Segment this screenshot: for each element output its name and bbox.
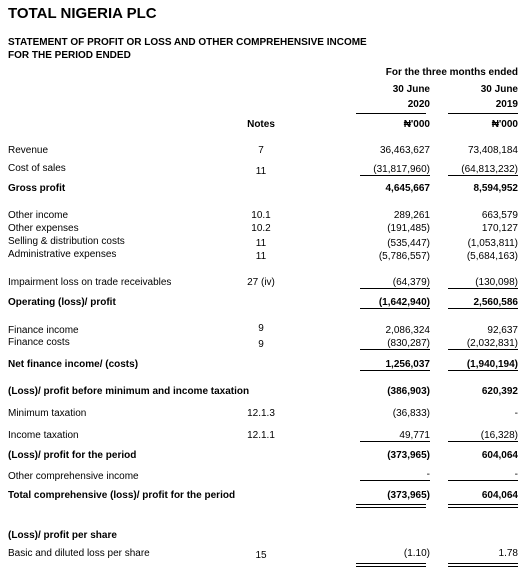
period-header: For the three months ended xyxy=(385,67,518,78)
row-note: 9 xyxy=(258,323,264,334)
row-value-2019: 620,392 xyxy=(481,386,518,397)
row-value-2019: 1.78 xyxy=(498,548,518,559)
row-value-2020: (535,447) xyxy=(387,238,430,249)
row-value-2019: 73,408,184 xyxy=(467,145,518,156)
row-value-2019: (2,032,831) xyxy=(448,338,518,350)
company-name: TOTAL NIGERIA PLC xyxy=(8,5,157,22)
row-label: Other expenses xyxy=(8,223,79,234)
col2-date: 30 June xyxy=(480,84,518,95)
row-label: Other comprehensive income xyxy=(8,471,139,482)
row-note: 12.1.1 xyxy=(247,430,275,441)
row-value-2019: 8,594,952 xyxy=(473,183,518,194)
row-value-2019: 170,127 xyxy=(481,223,518,234)
row-label: Operating (loss)/ profit xyxy=(8,297,116,308)
row-note: 11 xyxy=(255,166,267,177)
row-label: Gross profit xyxy=(8,183,66,194)
total-double-rule xyxy=(448,504,518,508)
row-value-2019: (5,684,163) xyxy=(466,251,518,262)
row-note: 27 (iv) xyxy=(247,277,275,288)
row-value-2019: 604,064 xyxy=(481,450,518,461)
row-value-2020: (1,642,940) xyxy=(360,297,430,309)
col2-unit: ₦'000 xyxy=(491,119,518,130)
row-value-2020: (373,965) xyxy=(387,490,430,501)
row-value-2019: (64,813,232) xyxy=(448,164,518,176)
row-label: Cost of sales xyxy=(8,163,66,174)
row-label: Finance income xyxy=(8,325,79,336)
row-label: Other income xyxy=(8,210,69,221)
row-label: Minimum taxation xyxy=(8,408,87,419)
col2-header-rule xyxy=(448,113,518,114)
row-label: Total comprehensive (loss)/ profit for the period xyxy=(8,490,236,501)
row-value-2019: - xyxy=(448,469,518,481)
notes-header: Notes xyxy=(247,119,275,130)
row-label: (Loss)/ profit for the period xyxy=(8,450,137,461)
row-value-2020: (1.10) xyxy=(403,548,430,559)
row-value-2019: (1,053,811) xyxy=(467,238,518,249)
row-label: (Loss)/ profit before minimum and income taxation xyxy=(8,386,250,397)
row-value-2019: 2,560,586 xyxy=(448,297,518,309)
row-value-2020: (373,965) xyxy=(387,450,430,461)
row-label: Basic and diluted loss per share xyxy=(8,548,150,559)
row-note: 15 xyxy=(255,550,267,561)
row-value-2020: (31,817,960) xyxy=(360,164,430,176)
eps-section-heading: (Loss)/ profit per share xyxy=(8,530,117,541)
row-value-2020: 49,771 xyxy=(360,430,430,442)
row-value-2020: 289,261 xyxy=(393,210,430,221)
row-value-2020: (64,379) xyxy=(360,277,430,289)
row-note: 9 xyxy=(258,339,264,350)
row-value-2020: - xyxy=(360,469,430,481)
col1-header-rule xyxy=(356,113,426,114)
row-label: Administrative expenses xyxy=(8,249,117,260)
row-value-2020: 4,645,667 xyxy=(385,183,430,194)
col1-year: 2020 xyxy=(407,99,430,110)
row-label: Revenue xyxy=(8,145,49,156)
col1-date: 30 June xyxy=(392,84,430,95)
eps-double-rule xyxy=(448,563,518,567)
row-value-2019: 663,579 xyxy=(481,210,518,221)
row-value-2019: (130,098) xyxy=(448,277,518,289)
row-note: 11 xyxy=(255,238,267,249)
row-label: Impairment loss on trade receivables xyxy=(8,277,172,288)
row-value-2019: (1,940,194) xyxy=(448,359,518,371)
row-value-2019: 92,637 xyxy=(487,325,518,336)
statement-title: STATEMENT OF PROFIT OR LOSS AND OTHER COMPREHENSIVE INCOME xyxy=(8,37,367,48)
row-value-2020: (191,485) xyxy=(387,223,430,234)
statement-period: FOR THE PERIOD ENDED xyxy=(8,50,131,61)
row-value-2020: 2,086,324 xyxy=(385,325,430,336)
eps-double-rule xyxy=(356,563,426,567)
row-label: Selling & distribution costs xyxy=(8,236,125,247)
total-double-rule xyxy=(356,504,426,508)
row-label: Net finance income/ (costs) xyxy=(8,359,139,370)
row-value-2019: 604,064 xyxy=(481,490,518,501)
row-value-2020: (36,833) xyxy=(392,408,430,419)
row-value-2019: (16,328) xyxy=(448,430,518,442)
row-label: Finance costs xyxy=(8,337,70,348)
row-note: 7 xyxy=(258,145,264,156)
row-value-2020: (5,786,557) xyxy=(378,251,430,262)
row-note: 12.1.3 xyxy=(247,408,275,419)
row-note: 11 xyxy=(255,251,267,262)
col2-year: 2019 xyxy=(495,99,518,110)
row-value-2019: - xyxy=(514,408,518,419)
row-value-2020: (830,287) xyxy=(360,338,430,350)
row-value-2020: 36,463,627 xyxy=(379,145,430,156)
col1-unit: ₦'000 xyxy=(403,119,430,130)
row-label: Income taxation xyxy=(8,430,79,441)
row-value-2020: (386,903) xyxy=(387,386,430,397)
row-value-2020: 1,256,037 xyxy=(360,359,430,371)
row-note: 10.1 xyxy=(251,210,271,221)
row-note: 10.2 xyxy=(251,223,271,234)
